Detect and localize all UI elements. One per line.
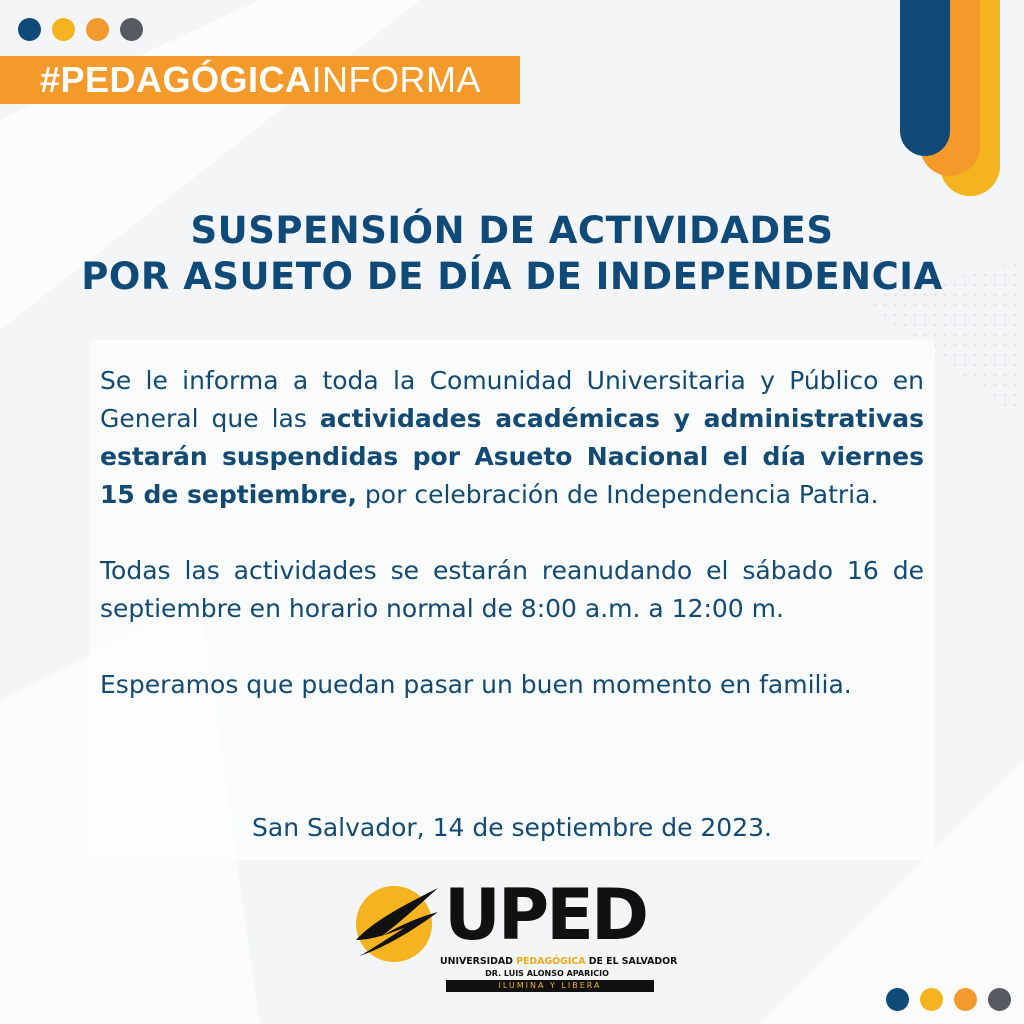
dot-orange [954, 988, 977, 1011]
logo-founder-name: DR. LUIS ALONSO APARICIO [485, 969, 609, 978]
logo-name-a: UNIVERSIDAD [440, 956, 517, 967]
stripe-navy [900, 0, 950, 156]
title-line-1: SUSPENSIÓN DE ACTIVIDADES [190, 209, 834, 252]
notice-body [100, 362, 924, 742]
logo-name-b: DE EL SALVADOR [585, 956, 678, 967]
dot-orange [86, 18, 109, 41]
logo-university-name [440, 956, 677, 967]
dot-yellow [52, 18, 75, 41]
p1-highlight: actividades académicas y administrativas estarán suspendidas por Asueto Nacional el día viernes 15 de septiembre, [100, 404, 924, 509]
dot-gray [120, 18, 143, 41]
p1-intro: Se le informa a toda la Comunidad Universitaria y Público en General que las [100, 366, 924, 433]
hashtag-bold: #PEDAGÓGICA [40, 59, 312, 100]
dot-navy [18, 18, 41, 41]
logo-wordmark: UPED [444, 874, 647, 956]
dot-gray [988, 988, 1011, 1011]
title-line-2: POR ASUETO DE DÍA DE INDEPENDENCIA [81, 255, 943, 298]
notice-title [0, 208, 1024, 300]
paragraph-1 [100, 362, 924, 514]
paragraph-2: Todas las actividades se estarán reanudando el sábado 16 de septiembre en horario normal de 8:00 a.m. a 12:00 m. [100, 556, 924, 623]
corner-stripes [904, 0, 1000, 200]
logo-tagline: ILUMINA Y LIBERA [446, 980, 654, 992]
logo-name-highlight: PEDAGÓGICA [516, 956, 586, 967]
place-date: San Salvador, 14 de septiembre de 2023. [252, 813, 772, 842]
hashtag-banner [0, 56, 520, 104]
logo-emblem-icon [352, 884, 442, 964]
hashtag-light: INFORMA [311, 59, 482, 100]
top-dots [18, 18, 143, 41]
dot-yellow [920, 988, 943, 1011]
p1-ending: por celebración de Independencia Patria. [356, 480, 879, 509]
paragraph-3: Esperamos que puedan pasar un buen momento en familia. [100, 670, 852, 699]
dot-navy [886, 988, 909, 1011]
bottom-dots [886, 988, 1011, 1011]
uped-logo [352, 874, 678, 992]
hashtag-text [40, 59, 481, 101]
